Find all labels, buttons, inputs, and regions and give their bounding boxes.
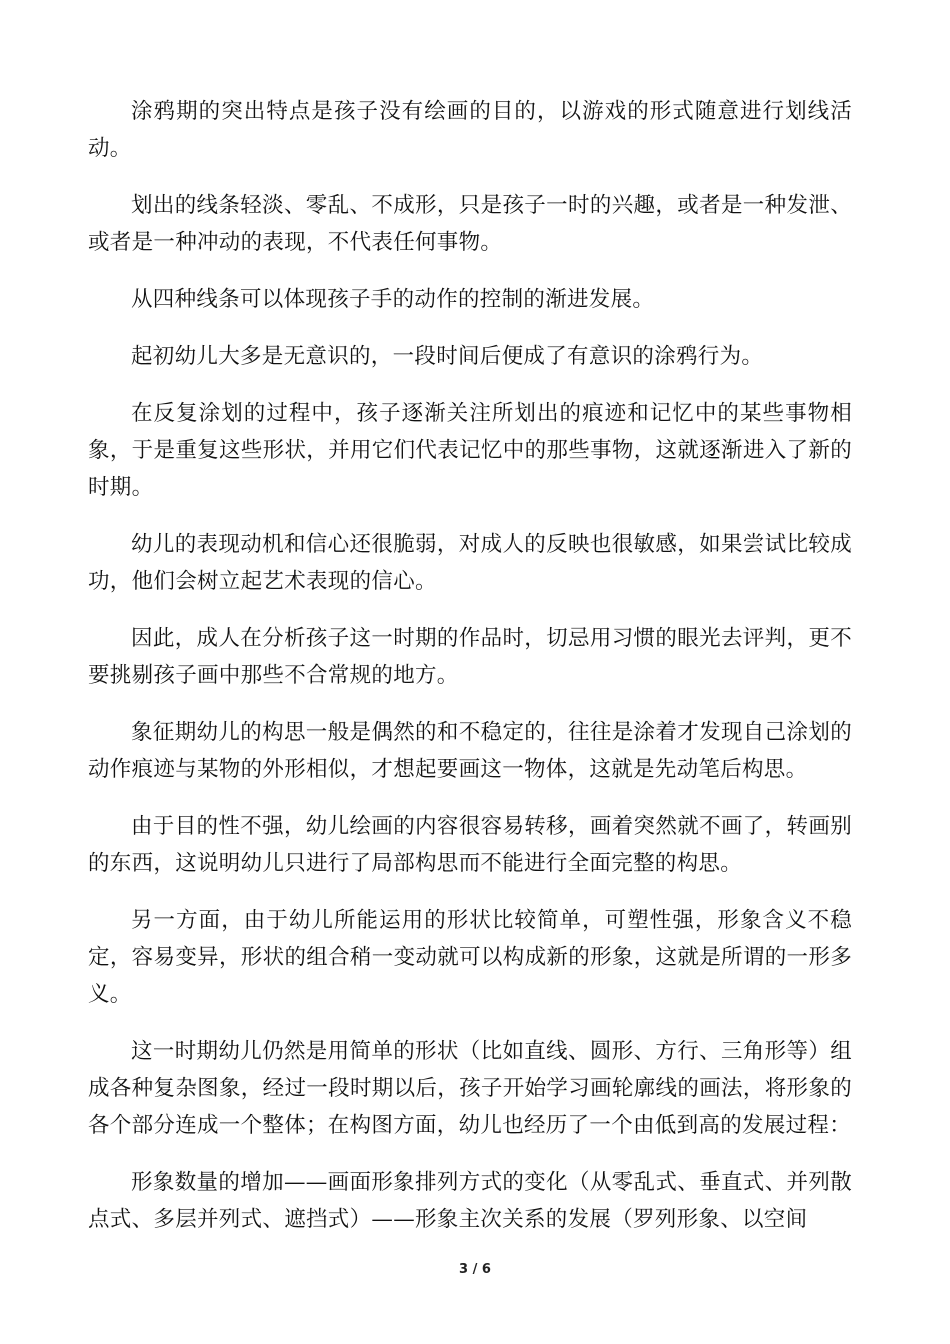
document-body bbox=[88, 93, 852, 1258]
paragraph: 另一方面，由于幼儿所能运用的形状比较简单，可塑性强，形象含义不稳定，容易变异，形状的组合稍一变动就可以构成新的形象，这就是所谓的一形多义。 bbox=[88, 908, 852, 1007]
paragraph: 象征期幼儿的构思一般是偶然的和不稳定的，往往是涂着才发现自己涂划的动作痕迹与某物的外形相似，才想起要画这一物体，这就是先动笔后构思。 bbox=[88, 720, 852, 782]
paragraph: 这一时期幼儿仍然是用简单的形状（比如直线、圆形、方行、三角形等）组成各种复杂图象，经过一段时期以后，孩子开始学习画轮廓线的画法，将形象的各个部分连成一个整体；在构图方面，幼儿也经历了一个由低到高的发展过程： bbox=[88, 1039, 852, 1138]
paragraph: 划出的线条轻淡、零乱、不成形，只是孩子一时的兴趣，或者是一种发泄、或者是一种冲动的表现，不代表任何事物。 bbox=[88, 193, 852, 255]
paragraph: 由于目的性不强，幼儿绘画的内容很容易转移，画着突然就不画了，转画别的东西，这说明幼儿只进行了局部构思而不能进行全面完整的构思。 bbox=[88, 814, 852, 876]
paragraph: 因此，成人在分析孩子这一时期的作品时，切忌用习惯的眼光去评判，更不要挑剔孩子画中那些不合常规的地方。 bbox=[88, 626, 852, 688]
paragraph: 起初幼儿大多是无意识的，一段时间后便成了有意识的涂鸦行为。 bbox=[131, 344, 764, 369]
paragraph: 从四种线条可以体现孩子手的动作的控制的渐进发展。 bbox=[131, 287, 655, 312]
paragraph: 在反复涂划的过程中，孩子逐渐关注所划出的痕迹和记忆中的某些事物相象，于是重复这些形状，并用它们代表记忆中的那些事物，这就逐渐进入了新的时期。 bbox=[88, 401, 852, 500]
paragraph: 幼儿的表现动机和信心还很脆弱，对成人的反映也很敏感，如果尝试比较成功，他们会树立起艺术表现的信心。 bbox=[88, 532, 852, 594]
paragraph: 涂鸦期的突出特点是孩子没有绘画的目的，以游戏的形式随意进行划线活动。 bbox=[88, 99, 852, 161]
paragraph: 形象数量的增加——画面形象排列方式的变化（从零乱式、垂直式、并列散点式、多层并列式、遮挡式）——形象主次关系的发展（罗列形象、以空间 bbox=[88, 1170, 852, 1232]
page-number: 3 / 6 bbox=[459, 1262, 491, 1277]
